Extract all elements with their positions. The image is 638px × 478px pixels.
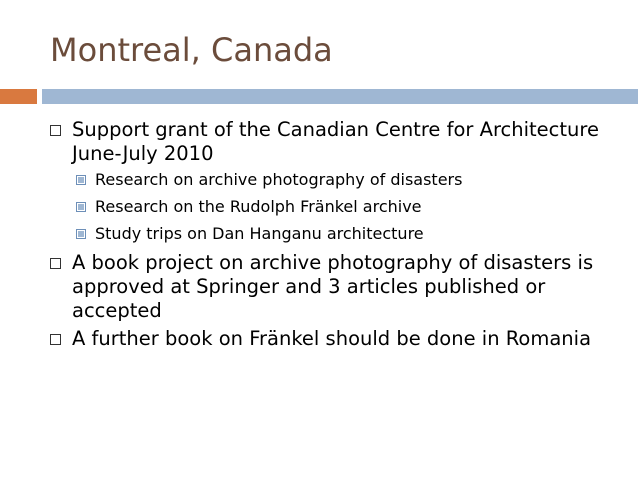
filled-square-bullet-icon	[76, 229, 86, 239]
sub-bullet-text: Research on the Rudolph Fränkel archive	[95, 197, 422, 216]
sub-bullet-item-3	[50, 224, 630, 244]
sub-bullet-item-2	[50, 197, 630, 217]
accent-bar	[0, 89, 37, 104]
bullet-text: A further book on Fränkel should be done in Romania	[72, 327, 592, 350]
sub-bullet-text: Research on archive photography of disasters	[95, 170, 463, 189]
sub-bullet-text: Study trips on Dan Hanganu architecture	[95, 224, 424, 243]
square-bullet-icon	[50, 334, 61, 345]
bullet-text: Support grant of the Canadian Centre for Architecture June-July 2010	[72, 118, 599, 165]
filled-square-bullet-icon	[76, 175, 86, 185]
bullet-text: A book project on archive photography of disasters is approved at Springer and 3 articles published or accepted	[72, 251, 594, 322]
square-bullet-icon	[50, 125, 61, 136]
bullet-list	[50, 118, 630, 355]
sub-bullet-list	[50, 170, 630, 244]
slide-title: Montreal, Canada	[50, 31, 333, 69]
bullet-item-3	[50, 327, 630, 351]
title-divider-bar	[42, 89, 638, 104]
sub-bullet-item-1	[50, 170, 630, 190]
filled-square-bullet-icon	[76, 202, 86, 212]
square-bullet-icon	[50, 258, 61, 269]
bullet-item-2	[50, 251, 630, 323]
bullet-item-1	[50, 118, 630, 166]
